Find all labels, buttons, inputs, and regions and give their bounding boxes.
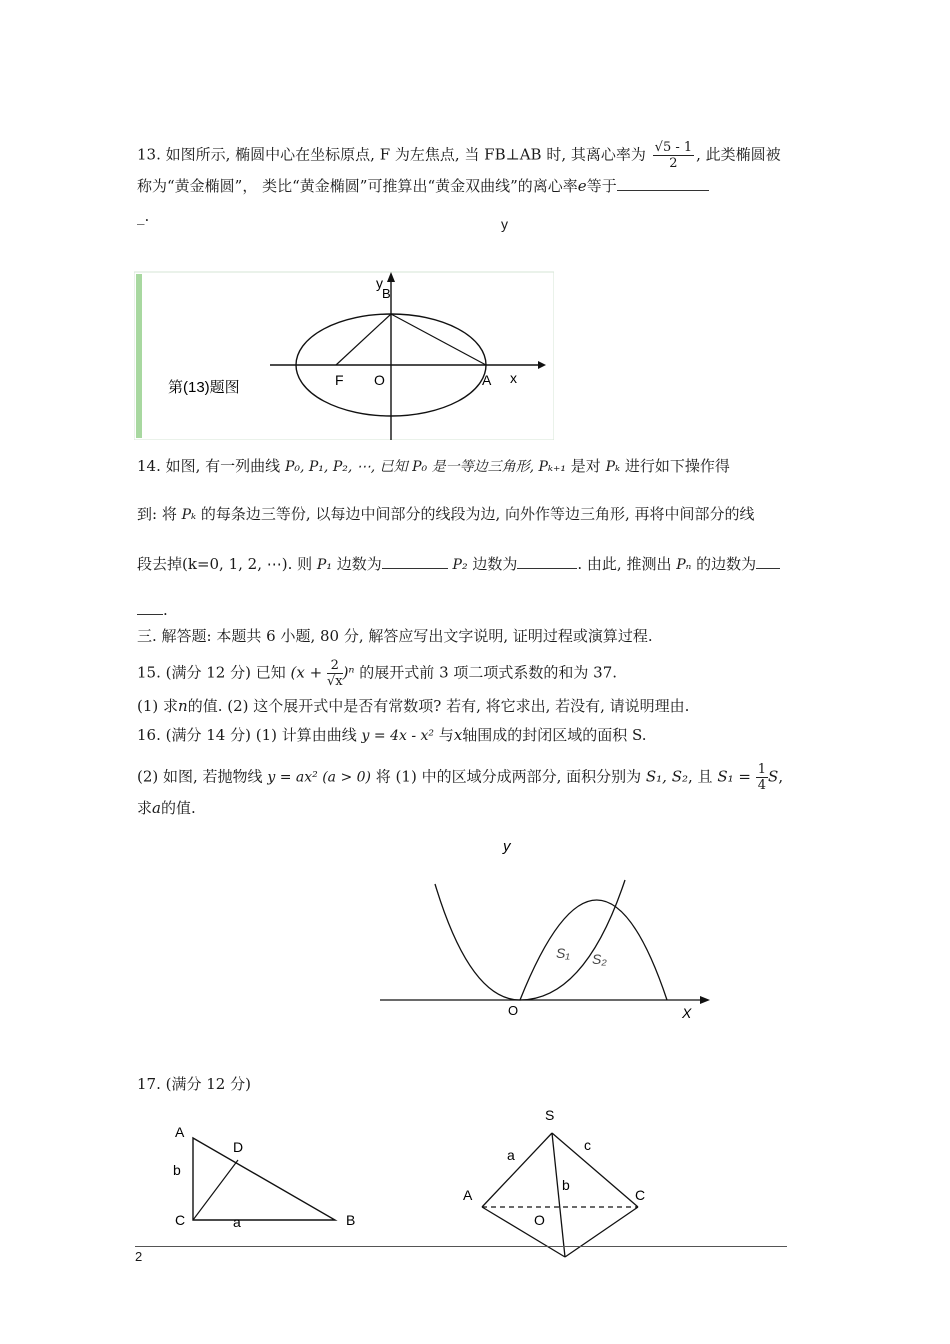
pyr-label-a: a: [507, 1147, 515, 1163]
fig13-label-b: B: [382, 286, 391, 301]
q15-line-2: (1) 求n的值. (2) 这个展开式中是否有常数项? 若有, 将它求出, 若没有, 请说明理由.: [137, 697, 690, 715]
q13-line-2: 称为“黄金椭圆”， 类比“黄金椭圆”可推算出“黄金双曲线”的离心率e等于: [137, 176, 709, 196]
edge-AB: [482, 1207, 565, 1257]
parabola-left: [435, 884, 520, 1000]
fig13-caption: 第(13)题图: [168, 379, 240, 396]
footer-rule: [135, 1246, 787, 1247]
tri-label-B: B: [346, 1212, 356, 1228]
q13-answer-blank: [617, 176, 709, 191]
tri-label-C: C: [175, 1212, 186, 1228]
q15-fraction: $\frac{2}{√x}$: [326, 658, 343, 689]
edge-SC: [552, 1133, 638, 1207]
q14-line-2: 到: 将 Pₖ 的每条边三等份, 以每边中间部分的线段为边, 向外作等边三角形, 再将中间部分的线: [137, 505, 755, 523]
pyr-label-O: O: [534, 1212, 545, 1228]
stray-y-label: y: [501, 216, 508, 232]
edge-SB: [552, 1133, 565, 1257]
right-triangle-figure: [160, 1115, 370, 1235]
edge-CB: [565, 1207, 638, 1257]
pyr-label-S: S: [545, 1107, 555, 1123]
p1-edges-blank: [382, 554, 448, 569]
fig16-label-s2: S₂: [592, 951, 607, 967]
p2-edges-blank: [517, 554, 577, 569]
edge-SA: [482, 1133, 552, 1207]
fig13-label-o: O: [374, 372, 385, 388]
q14-line-3: 段去掉(k=0, 1, 2, ⋯). 则 P₁ 边数为 P₂ 边数为 . 由此, 推测出 Pₙ 的边数为: [137, 554, 780, 575]
tri-label-D: D: [233, 1139, 244, 1155]
pyr-label-C: C: [635, 1187, 646, 1203]
eccentricity-fraction: $\frac{√5 - 1}{2}$: [654, 140, 693, 171]
fig13-label-y: y: [376, 275, 383, 291]
triangle-ABC: [193, 1138, 335, 1220]
q16-line-2: (2) 如图, 若抛物线 y = ax² (a > 0) 将 (1) 中的区域分成两部分, 面积分别为 S₁, S₂, 且 S₁ = $\frac{1}{4}$ S,: [137, 762, 784, 793]
pyr-label-c: c: [584, 1137, 591, 1153]
fig16-label-s1: S₁: [556, 945, 570, 961]
q16-fraction: $\frac{1}{4}$: [757, 762, 767, 793]
parabola-figure: [370, 832, 720, 1022]
fig13-label-f: F: [335, 372, 344, 388]
fig13-label-a: A: [482, 372, 492, 388]
section-3-heading: 三. 解答题: 本题共 6 小题, 80 分, 解答应写出文字说明, 证明过程或演算过程.: [137, 627, 653, 645]
q15-line-1: 15. (满分 12 分) 已知 (x + $\frac{2}{√x}$ )ⁿ 的展开式前 3 项二项式系数的和为 37.: [137, 658, 618, 689]
pyr-label-b: b: [562, 1177, 570, 1193]
q13-line-3: _.: [137, 207, 150, 225]
tri-label-b: b: [173, 1162, 181, 1178]
tri-label-A: A: [175, 1124, 185, 1140]
q14-line-4: .: [137, 600, 168, 620]
parabola-right: [520, 880, 625, 1000]
fig16-label-y: y: [503, 838, 511, 855]
q16-line-1: 16. (满分 14 分) (1) 计算由曲线 y = 4x - x² 与x轴围成的封闭区域的面积 S.: [137, 726, 647, 744]
ellipse-figure: [134, 268, 554, 440]
page-number: 2: [135, 1249, 143, 1264]
q16-line-3: 求a的值.: [137, 799, 196, 817]
fig13-label-x: x: [510, 370, 517, 386]
q13-line-1: 13. 如图所示, 椭圆中心在坐标原点, F 为左焦点, 当 FB⊥AB 时, 其离心率为 $\frac{√5 - 1}{2}$ , 此类椭圆被: [137, 140, 781, 171]
pyramid-figure: [455, 1100, 655, 1265]
q14-line-1: 14. 如图, 有一列曲线 P₀, P₁, P₂, ⋯, 已知 P₀ 是一等边三角形, Pₖ₊₁ 是对 Pₖ 进行如下操作得: [137, 457, 730, 475]
q17-title: 17. (满分 12 分): [137, 1075, 251, 1093]
fig16-label-o: O: [508, 1003, 519, 1018]
pyr-label-A: A: [463, 1187, 473, 1203]
tri-label-a: a: [233, 1214, 241, 1230]
fig16-label-x: X: [682, 1005, 692, 1021]
figure-left-bar: [136, 274, 142, 438]
segment-CD: [193, 1160, 238, 1220]
pn-edges-blank: [756, 554, 780, 569]
